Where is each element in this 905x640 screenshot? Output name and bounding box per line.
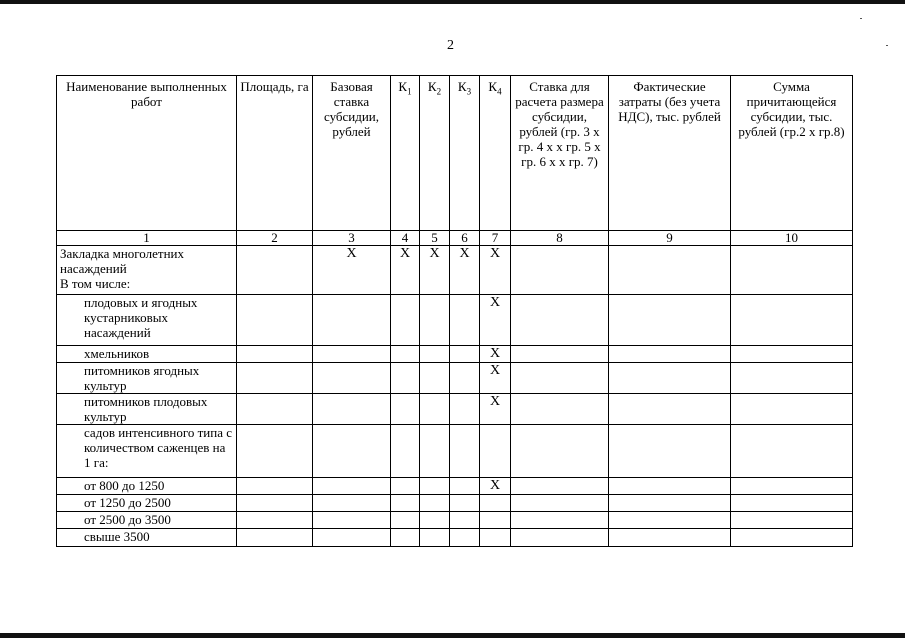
empty-cell <box>420 346 450 363</box>
empty-cell <box>609 478 731 495</box>
column-number-row <box>57 231 853 246</box>
header-k4 <box>480 76 511 231</box>
mark-cell: X <box>420 246 450 295</box>
subsidy-table <box>56 75 853 547</box>
empty-cell <box>313 425 391 478</box>
mark-cell: X <box>480 363 511 394</box>
work-name-cell: Закладка многолетних насаждений В том числе: <box>57 246 237 295</box>
work-name-cell: садов интенсивного типа с количеством саженцев на 1 га: <box>57 425 237 478</box>
header-k3 <box>450 76 480 231</box>
empty-cell <box>731 512 853 529</box>
empty-cell <box>237 295 313 346</box>
empty-cell <box>420 512 450 529</box>
scan-speck <box>886 45 888 46</box>
page-number: 2 <box>447 38 454 53</box>
column-number: 10 <box>731 231 853 246</box>
header-base-rate: Базовая ставка субсидии, рублей <box>313 76 391 231</box>
empty-cell <box>313 346 391 363</box>
empty-cell <box>391 495 420 512</box>
empty-cell <box>237 394 313 425</box>
work-name-cell: хмельников <box>57 346 237 363</box>
table-row <box>57 425 853 478</box>
empty-cell <box>731 495 853 512</box>
table-row <box>57 495 853 512</box>
empty-cell <box>391 346 420 363</box>
column-number: 2 <box>237 231 313 246</box>
empty-cell <box>450 425 480 478</box>
mark-cell: X <box>391 246 420 295</box>
work-name-cell: от 1250 до 2500 <box>57 495 237 512</box>
header-k1 <box>391 76 420 231</box>
empty-cell <box>731 295 853 346</box>
table-row <box>57 295 853 346</box>
empty-cell <box>420 394 450 425</box>
k-subscript: 2 <box>436 86 442 97</box>
empty-cell <box>480 529 511 547</box>
header-area: Площадь, га <box>237 76 313 231</box>
work-name-cell: плодовых и ягодных кустарниковых насаждений <box>57 295 237 346</box>
empty-cell <box>731 425 853 478</box>
table-body <box>57 246 853 547</box>
k-letter: К <box>398 79 408 94</box>
empty-cell <box>450 495 480 512</box>
empty-cell <box>731 478 853 495</box>
empty-cell <box>237 425 313 478</box>
scan-border-bottom <box>0 633 905 638</box>
empty-cell <box>511 425 609 478</box>
column-number: 9 <box>609 231 731 246</box>
column-number: 6 <box>450 231 480 246</box>
empty-cell <box>313 394 391 425</box>
header-actual-costs: Фактические затраты (без учета НДС), тыс. рублей <box>609 76 731 231</box>
empty-cell <box>450 295 480 346</box>
empty-cell <box>391 529 420 547</box>
empty-cell <box>609 246 731 295</box>
empty-cell <box>237 246 313 295</box>
column-number: 1 <box>57 231 237 246</box>
empty-cell <box>609 394 731 425</box>
empty-cell <box>511 512 609 529</box>
k-letter: К <box>457 79 467 94</box>
mark-cell: X <box>450 246 480 295</box>
empty-cell <box>420 495 450 512</box>
empty-cell <box>313 363 391 394</box>
empty-cell <box>450 394 480 425</box>
empty-cell <box>313 512 391 529</box>
column-number: 5 <box>420 231 450 246</box>
empty-cell <box>511 346 609 363</box>
empty-cell <box>237 346 313 363</box>
empty-cell <box>480 425 511 478</box>
mark-cell: X <box>480 346 511 363</box>
empty-cell <box>609 512 731 529</box>
scan-border-top <box>0 0 905 4</box>
header-work-name: Наименование выполненных работ <box>57 76 237 231</box>
k-subscript: 3 <box>466 86 472 97</box>
empty-cell <box>313 529 391 547</box>
empty-cell <box>511 295 609 346</box>
empty-cell <box>511 529 609 547</box>
table-row <box>57 512 853 529</box>
empty-cell <box>609 363 731 394</box>
table-row <box>57 529 853 547</box>
work-name-cell: от 800 до 1250 <box>57 478 237 495</box>
empty-cell <box>391 478 420 495</box>
empty-cell <box>609 425 731 478</box>
empty-cell <box>609 495 731 512</box>
empty-cell <box>511 478 609 495</box>
empty-cell <box>237 512 313 529</box>
empty-cell <box>313 295 391 346</box>
k-letter: К <box>488 79 498 94</box>
empty-cell <box>391 512 420 529</box>
column-number: 3 <box>313 231 391 246</box>
empty-cell <box>450 363 480 394</box>
empty-cell <box>313 478 391 495</box>
empty-cell <box>609 346 731 363</box>
empty-cell <box>731 363 853 394</box>
empty-cell <box>450 478 480 495</box>
scan-speck <box>860 18 862 19</box>
table-row <box>57 346 853 363</box>
empty-cell <box>511 495 609 512</box>
mark-cell: X <box>480 246 511 295</box>
empty-cell <box>313 495 391 512</box>
mark-cell: X <box>480 478 511 495</box>
empty-cell <box>391 295 420 346</box>
k-subscript: 1 <box>407 86 412 97</box>
empty-cell <box>391 394 420 425</box>
table-row <box>57 363 853 394</box>
empty-cell <box>609 295 731 346</box>
mark-cell: X <box>313 246 391 295</box>
header-k2 <box>420 76 450 231</box>
empty-cell <box>480 512 511 529</box>
work-name-cell: свыше 3500 <box>57 529 237 547</box>
empty-cell <box>391 363 420 394</box>
empty-cell <box>731 394 853 425</box>
empty-cell <box>731 246 853 295</box>
table-header-row <box>57 76 853 231</box>
header-calc-rate: Ставка для расчета размера субсидии, рублей (гр. 3 х гр. 4 х х гр. 5 х гр. 6 х х гр. 7) <box>511 76 609 231</box>
empty-cell <box>237 478 313 495</box>
empty-cell <box>391 425 420 478</box>
column-number: 7 <box>480 231 511 246</box>
empty-cell <box>480 495 511 512</box>
header-subsidy-sum: Сумма причитающейся субсидии, тыс. рублей (гр.2 х гр.8) <box>731 76 853 231</box>
table-row <box>57 246 853 295</box>
empty-cell <box>511 363 609 394</box>
column-number: 8 <box>511 231 609 246</box>
empty-cell <box>731 529 853 547</box>
empty-cell <box>609 529 731 547</box>
k-subscript: 4 <box>497 86 502 97</box>
empty-cell <box>731 346 853 363</box>
empty-cell <box>511 246 609 295</box>
empty-cell <box>450 346 480 363</box>
empty-cell <box>420 295 450 346</box>
empty-cell <box>420 363 450 394</box>
k-letter: К <box>427 79 437 94</box>
work-name-cell: питомников ягодных культур <box>57 363 237 394</box>
column-number: 4 <box>391 231 420 246</box>
empty-cell <box>420 529 450 547</box>
empty-cell <box>511 394 609 425</box>
empty-cell <box>420 425 450 478</box>
table-row <box>57 478 853 495</box>
table-row <box>57 394 853 425</box>
mark-cell: X <box>480 394 511 425</box>
empty-cell <box>237 495 313 512</box>
empty-cell <box>420 478 450 495</box>
empty-cell <box>450 529 480 547</box>
empty-cell <box>237 529 313 547</box>
empty-cell <box>237 363 313 394</box>
mark-cell: X <box>480 295 511 346</box>
work-name-cell: питомников плодовых культур <box>57 394 237 425</box>
empty-cell <box>450 512 480 529</box>
work-name-cell: от 2500 до 3500 <box>57 512 237 529</box>
